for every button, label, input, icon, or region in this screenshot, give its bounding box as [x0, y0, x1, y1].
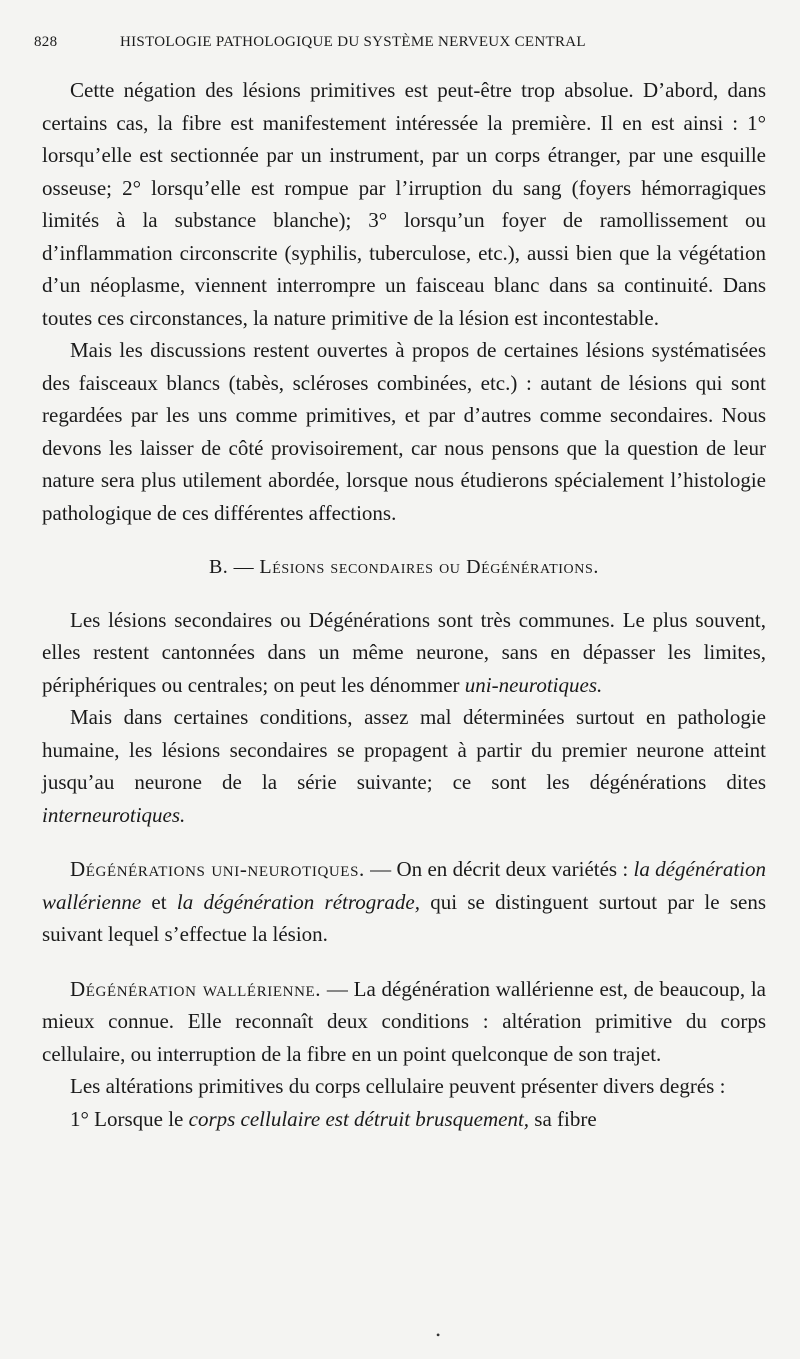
running-title: HISTOLOGIE PATHOLOGIQUE DU SYSTÈME NERVEUX CENTRAL	[120, 34, 586, 50]
paragraph-1: Cette négation des lésions primitives est peut-être trop absolue. D’abord, dans certains cas, la fibre est manifestement intéressée la première. Il en est ainsi : 1° lorsqu’elle est sectionnée par un instrument, par un corps étranger, par une esquille osseuse; 2° lorsqu’elle est rompue par l’irruption du sang (foyers hémorragiques limités à la substance blanche); 3° lorsqu’un foyer de ramollissement ou d’inflammation circonscrite (syphilis, tuberculose, etc.), aussi bien que la végétation d’un néoplasme, viennent interrompre un faisceau blanc dans sa continuité. Dans toutes ces circonstances, la nature primitive de la lésion est incontestable.	[42, 78, 766, 330]
page-number: 828	[34, 34, 58, 50]
paragraph-5-heading: Dégénérations uni-neurotiques.	[70, 857, 365, 881]
paragraph-5	[42, 853, 766, 951]
section-label: B. —	[209, 556, 254, 578]
paragraph-4-italic-term: interneurotiques.	[42, 802, 186, 827]
paragraph-4	[42, 701, 766, 831]
paragraph-8-text-b: sa fibre	[529, 1106, 597, 1131]
footer-mark: •	[436, 1328, 441, 1342]
paragraph-5-text-c: qui se distinguent surtout par le sens suivant lequel s’effectue la lésion.	[42, 889, 766, 946]
paragraph-8-italic: corps cellulaire est détruit brusquement,	[188, 1106, 530, 1131]
paragraph-3-text: Les lésions secondaires ou Dégénérations sont très communes. Le plus souvent, elles restent cantonnées dans un même neurone, sans en dépasser les limites, périphériques ou centrales; on peut les dénommer	[42, 607, 766, 697]
section-title: Lésions secondaires ou Dégénérations.	[259, 556, 599, 578]
paragraph-7: Les altérations primitives du corps cellulaire peuvent présenter divers degrés :	[70, 1074, 726, 1098]
paragraph-4-text: Mais dans certaines conditions, assez mal déterminées surtout en pathologie humaine, les lésions secondaires se propagent à partir du premier neurone atteint jusqu’au neurone de la série suivante; ce sont les dégénérations dites	[42, 705, 766, 794]
paragraph-6-text: — La dégénération wallérienne est, de beaucoup, la mieux connue. Elle reconnaît deux conditions : altération primitive du corps cellulaire, ou interruption de la fibre en un point quelconque de son trajet.	[42, 976, 767, 1066]
paragraph-6-heading: Dégénération wallérienne.	[70, 976, 322, 1001]
paragraph-5-text-a: — On en décrit deux variétés :	[364, 857, 634, 881]
paragraph-5-italic-a: la dégénération wallérienne	[42, 857, 766, 914]
paragraph-8	[42, 1103, 766, 1136]
paragraph-5-italic-b: la dégénération rétrograde,	[176, 889, 420, 914]
paragraph-5-text-b: et	[141, 889, 177, 914]
paragraph-3-italic-term: uni-neurotiques.	[464, 672, 603, 697]
page-header	[34, 34, 774, 58]
section-heading	[42, 551, 766, 584]
paragraph-3	[42, 604, 766, 702]
paragraph-6	[42, 973, 766, 1071]
page-body	[42, 74, 766, 1135]
paragraph-2: Mais les discussions restent ouvertes à propos de certaines lésions systématisées des faisceaux blancs (tabès, scléroses combinées, etc.) : autant de lésions qui sont regardées par les uns comme primitives, et par d’autres comme secondaires. Nous devons les laisser de côté provisoirement, car nous pensons que la question de leur nature sera plus utilement abordée, lorsque nous étudierons spécialement l’histologie pathologique de ces différentes affections.	[42, 338, 766, 525]
paragraph-8-text-a: 1° Lorsque le	[70, 1106, 189, 1131]
